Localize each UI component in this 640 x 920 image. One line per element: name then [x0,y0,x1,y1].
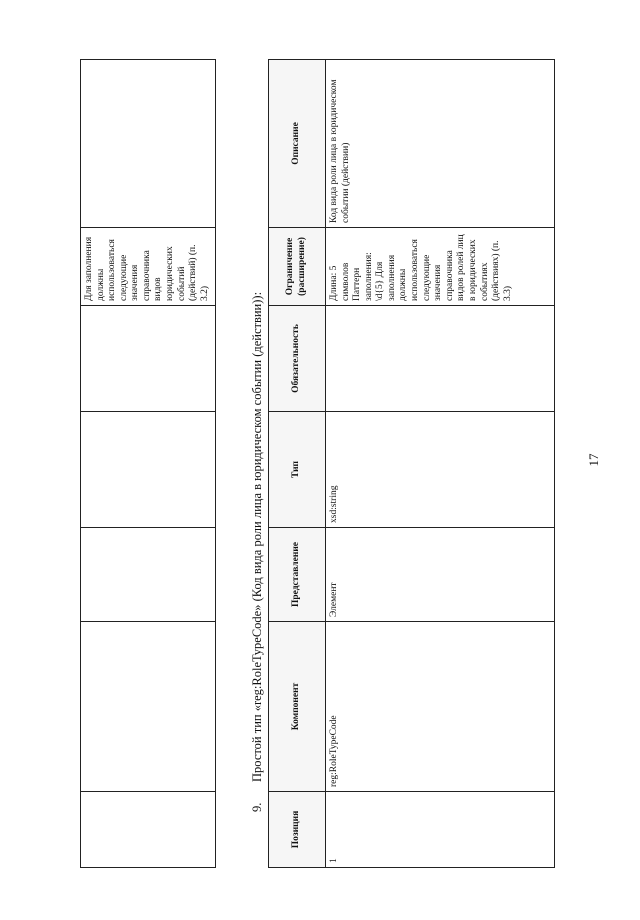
table-cell-component [81,622,216,792]
table-cell-required [81,306,216,412]
table-cell-representation: Элемент [326,528,555,622]
table-header-row [269,60,326,868]
table-row [81,60,216,868]
table-cell-type [81,412,216,528]
table-row [326,60,555,868]
column-header-type: Тип [269,412,326,528]
table-cell-description: Код вида роли лица в юридическом событии (действии) [326,60,555,228]
table-cell-required [326,306,555,412]
table-cell-position [81,792,216,868]
section-number: 9. [250,802,264,812]
continued-table [80,59,216,868]
section-title: Простой тип «reg:RoleTypeCode» (Код вида роли лица в юридическом событии (действии)): [250,291,264,782]
section-heading [250,112,265,812]
column-header-representation: Представление [269,528,326,622]
page-number: 17 [586,453,601,467]
table-cell-constraint: Для заполнения должны использоваться следующие значения справочника видов юридических событий (действий) (п. 3.2) [81,228,216,306]
column-header-component: Компонент [269,622,326,792]
column-header-required: Обязательность [269,306,326,412]
column-header-description: Описание [269,60,326,228]
table-cell-representation [81,528,216,622]
table-cell-component: reg:RoleTypeCode [326,622,555,792]
table-cell-type: xsd:string [326,412,555,528]
column-header-position: Позиция [269,792,326,868]
table-cell-description [81,60,216,228]
role-type-code-table [268,59,555,868]
table-cell-constraint: Длина: 5 символов Паттерн заполнения: \d{5} Для заполнения должны использоваться следующие значения справочника видов ролей лиц в юридических событиях (действиях) (п. 3.3) [326,228,555,306]
column-header-constraint: Ограничение (расширение) [269,228,326,306]
table-cell-position: 1 [326,792,555,868]
